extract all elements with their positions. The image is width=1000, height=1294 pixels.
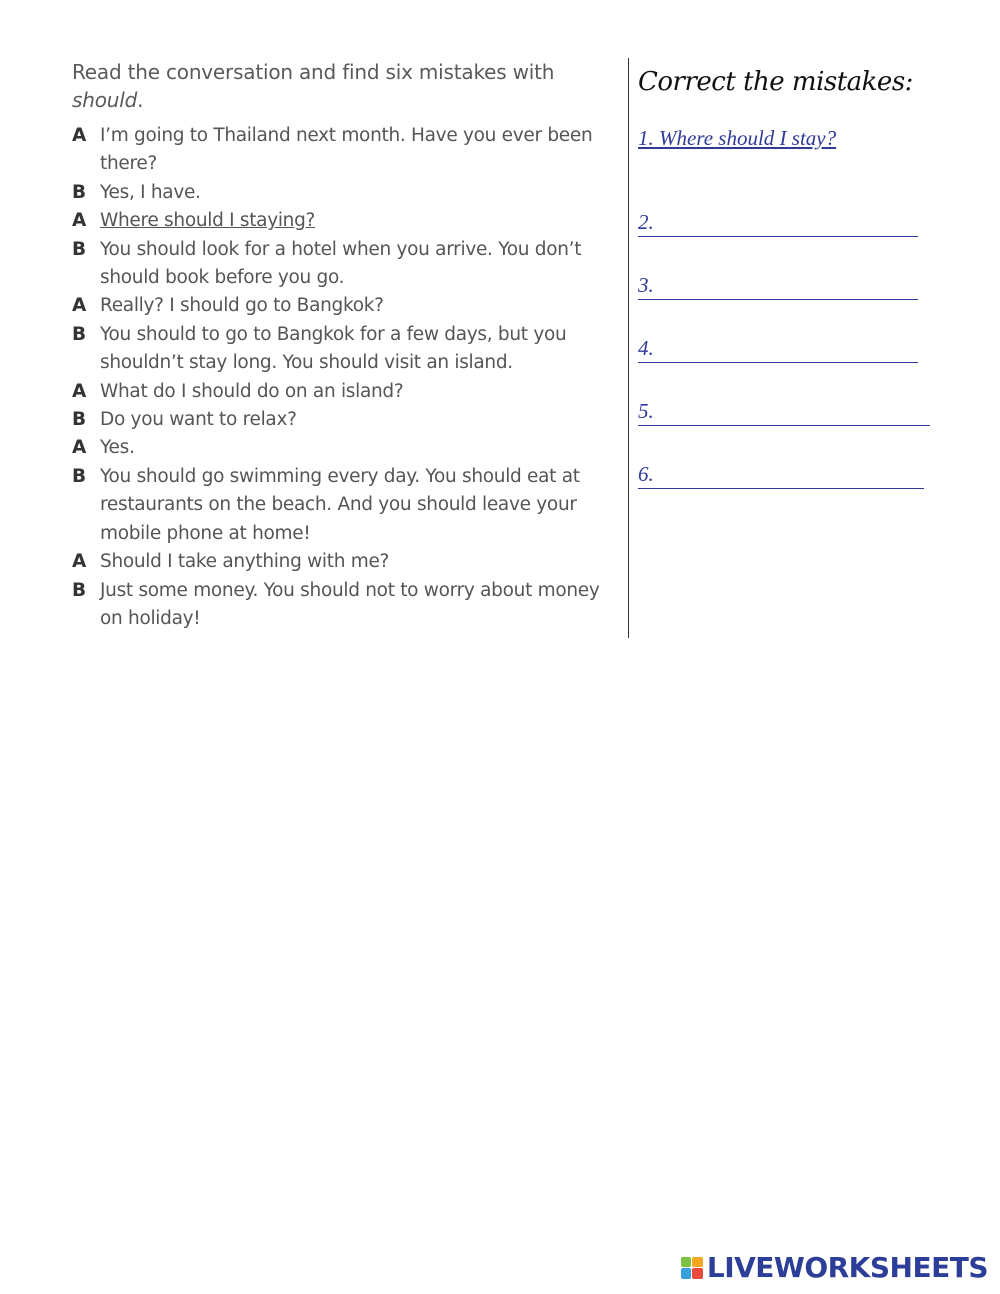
dialogue-line xyxy=(72,321,612,378)
dialogue-text: Just some money. You should not to worry about money on holiday! xyxy=(100,579,600,629)
dialogue-text: Really? I should go to Bangkok? xyxy=(100,295,384,317)
dialogue-line xyxy=(72,179,612,207)
logo-icon xyxy=(681,1257,703,1279)
answer-field-2[interactable]: 2. xyxy=(638,208,918,237)
dialogue-line xyxy=(72,378,612,406)
instruction-text: Read the conversation and find six mistakes with xyxy=(72,60,555,84)
dialogue-line xyxy=(72,207,612,235)
dialogue-text: You should go swimming every day. You should eat at restaurants on the beach. And you should leave your mobile phone at home! xyxy=(100,465,580,544)
liveworksheets-logo[interactable] xyxy=(681,1251,988,1284)
speaker-label: A xyxy=(72,295,87,317)
dialogue-text: I’m going to Thailand next month. Have you ever been there? xyxy=(100,125,593,175)
dialogue-text: Should I take anything with me? xyxy=(100,551,390,573)
dialogue-line xyxy=(72,406,612,434)
logo-square-red xyxy=(692,1268,703,1279)
dialogue-text: Yes. xyxy=(100,437,135,459)
column-divider xyxy=(628,58,629,638)
answer-row-4 xyxy=(638,334,918,363)
dialogue-text: Yes, I have. xyxy=(100,181,201,203)
answer-row-5 xyxy=(638,397,930,426)
logo-square-lightblue xyxy=(681,1268,692,1279)
answer-field-1[interactable]: 1. Where should I stay? xyxy=(638,126,837,150)
logo-text: LIVEWORKSHEETS xyxy=(706,1251,988,1284)
speaker-label: B xyxy=(72,323,86,345)
answer-field-5[interactable]: 5. xyxy=(638,397,930,426)
dialogue-text: You should look for a hotel when you arrive. You don’t should book before you go. xyxy=(100,238,582,289)
speaker-label: B xyxy=(72,181,86,203)
answer-row-3 xyxy=(638,271,918,300)
dialogue-text-example: Where should I staying? xyxy=(100,210,316,232)
answer-row-1 xyxy=(638,124,918,186)
speaker-label: B xyxy=(72,465,86,487)
dialogue-line xyxy=(72,292,612,320)
speaker-label: B xyxy=(72,238,86,260)
answer-field-4[interactable]: 4. xyxy=(638,334,918,363)
answer-row-6 xyxy=(638,460,924,489)
answer-field-6[interactable]: 6. xyxy=(638,460,924,489)
dialogue-line xyxy=(72,463,612,548)
dialogue-text: Do you want to relax? xyxy=(100,409,297,431)
answers-panel xyxy=(638,62,968,523)
instruction-period: . xyxy=(137,88,144,112)
answer-field-3[interactable]: 3. xyxy=(638,271,918,300)
instruction-keyword: should xyxy=(72,88,138,112)
dialogue-line xyxy=(72,434,612,462)
dialogue-line xyxy=(72,548,612,576)
speaker-label: B xyxy=(72,409,86,431)
dialogue-line xyxy=(72,122,612,179)
logo-square-orange xyxy=(692,1257,703,1268)
conversation xyxy=(72,122,612,633)
speaker-label: A xyxy=(72,380,87,402)
speaker-label: A xyxy=(72,125,87,146)
dialogue-line xyxy=(72,577,612,634)
speaker-label: B xyxy=(72,579,86,601)
dialogue-line xyxy=(72,236,612,293)
exercise-panel xyxy=(72,58,612,633)
dialogue-text: What do I should do on an island? xyxy=(100,380,404,402)
speaker-label: A xyxy=(72,210,87,232)
instructions xyxy=(72,58,612,114)
logo-square-green xyxy=(681,1257,692,1268)
dialogue-text: You should to go to Bangkok for a few days, but you shouldn’t stay long. You should visit an island. xyxy=(100,323,567,374)
answer-row-2 xyxy=(638,208,918,237)
answers-title: Correct the mistakes: xyxy=(638,67,913,97)
speaker-label: A xyxy=(72,551,87,573)
speaker-label: A xyxy=(72,437,87,459)
